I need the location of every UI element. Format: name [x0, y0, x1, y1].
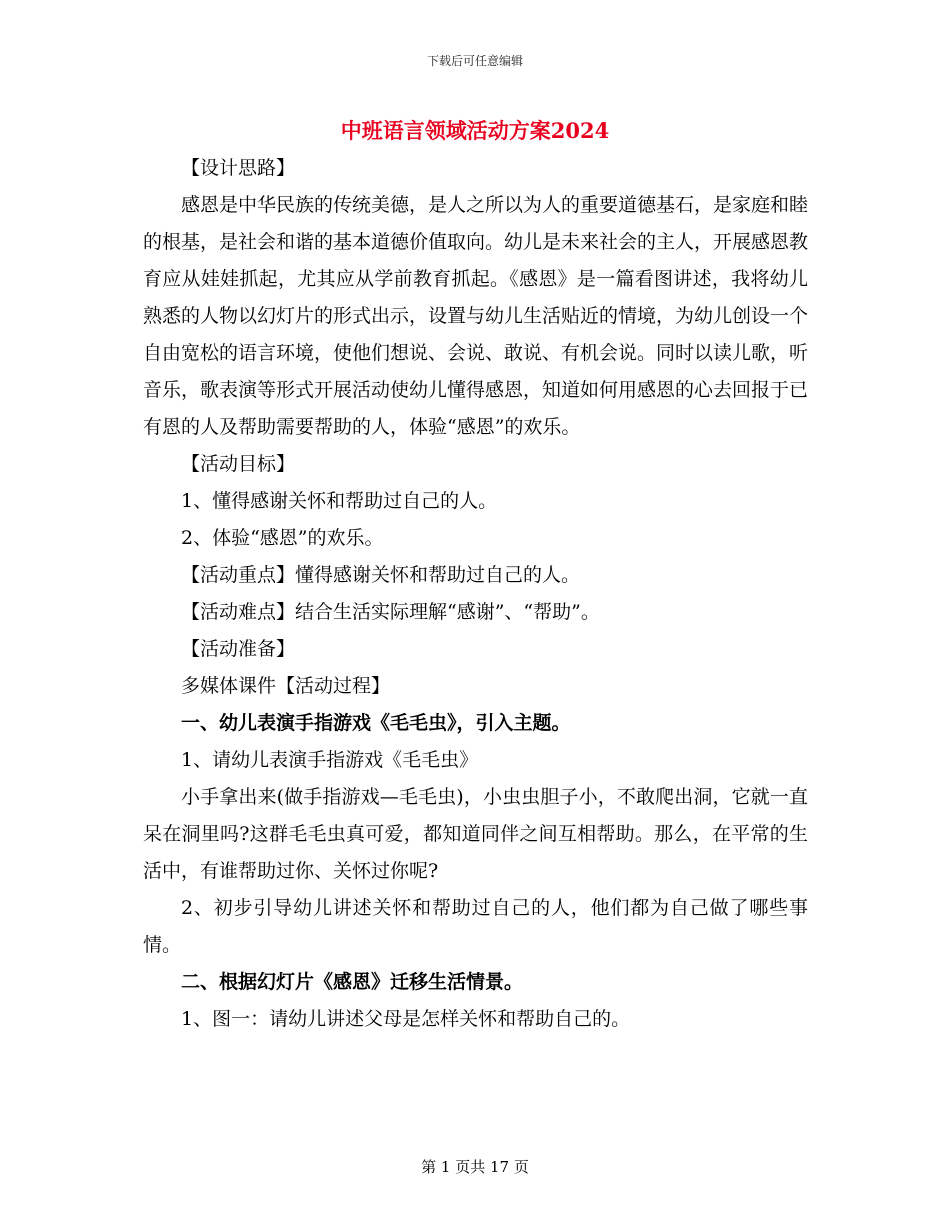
body-paragraph: 1、懂得感谢关怀和帮助过自己的人。 — [181, 490, 498, 512]
body-paragraph: 【设计思路】 — [181, 157, 296, 179]
body-paragraph: 【活动目标】 — [181, 453, 296, 475]
section-heading: 二、根据幻灯片《感恩》迁移生活情景。 — [181, 971, 524, 993]
page-footer: 第 1 页共 17 页 — [421, 1158, 529, 1176]
page-header: 下载后可任意编辑 — [426, 54, 523, 68]
body-paragraph: 【活动重点】懂得感谢关怀和帮助过自己的人。 — [181, 564, 581, 586]
body-paragraph: 2、体验“感恩”的欢乐。 — [181, 527, 384, 549]
body-paragraph: 小手拿出来(做手指游戏—毛毛虫)，小虫虫胆子小，不敢爬出洞，它就一直呆在洞里吗?这群毛毛虫真可爱，都知道同伴之间互相帮助。那么，在平常的生活中，有谁帮助过你、关怀过你呢? — [143, 786, 808, 882]
body-paragraph: 1、请幼儿表演手指游戏《毛毛虫》 — [181, 749, 479, 771]
body-paragraph: 【活动准备】 — [181, 638, 296, 660]
body-paragraph: 感恩是中华民族的传统美德，是人之所以为人的重要道德基石，是家庭和睦的根基，是社会和谐的基本道德价值取向。幼儿是未来社会的主人，开展感恩教育应从娃娃抓起，尤其应从学前教育抓起。《感恩》是一篇看图讲述，我将幼儿熟悉的人物以幻灯片的形式出示，设置与幼儿生活贴近的情境，为幼儿创设一个自由宽松的语言环境，使他们想说、会说、敢说、有机会说。同时以读儿歌，听音乐，歌表演等形式开展活动使幼儿懂得感恩，知道如何用感恩的心去回报于已有恩的人及帮助需要帮助的人，体验“感恩”的欢乐。 — [143, 194, 809, 438]
body-paragraph: 【活动难点】结合生活实际理解“感谢”、“帮助”。 — [181, 601, 600, 623]
document-title: 中班语言领域活动方案2024 — [340, 118, 610, 143]
section-heading: 一、幼儿表演手指游戏《毛毛虫》，引入主题。 — [181, 712, 571, 734]
body-paragraph: 多媒体课件【活动过程】 — [181, 675, 391, 697]
document-body — [143, 150, 808, 1038]
body-paragraph: 2、初步引导幼儿讲述关怀和帮助过自己的人，他们都为自己做了哪些事情。 — [143, 897, 808, 956]
body-paragraph: 1、图一：请幼儿讲述父母是怎样关怀和帮助自己的。 — [181, 1008, 631, 1030]
